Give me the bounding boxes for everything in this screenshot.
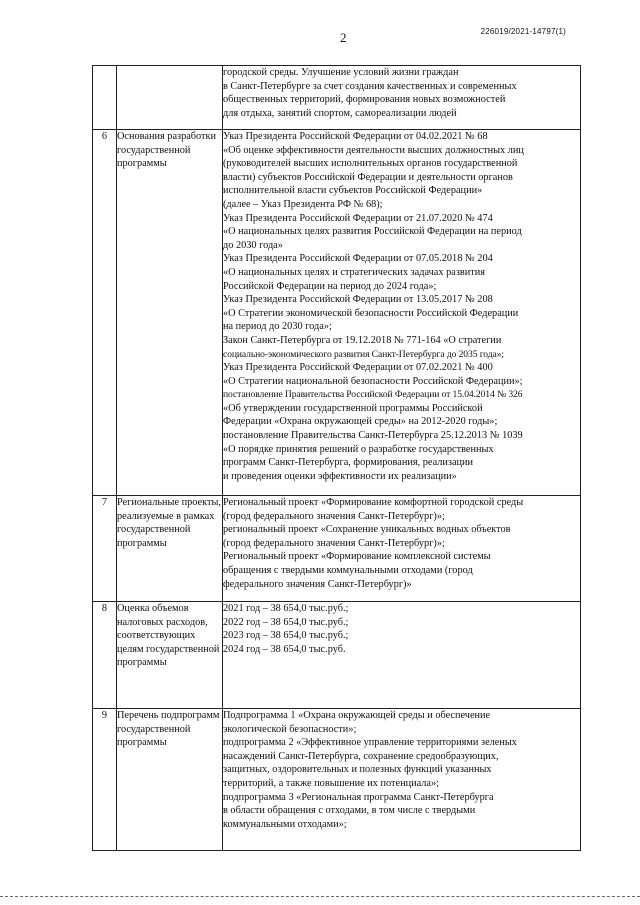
text-line: в области обращения с отходами, в том числе с твердыми [223, 805, 476, 817]
table-row [93, 66, 581, 130]
row-heading: Основания разработки государственной программы [117, 130, 223, 496]
text-line: «О Стратегии национальной безопасности Российской Федерации»; [223, 375, 523, 387]
text-line: коммунальными отходами»; [223, 818, 347, 830]
text-line: «О национальных целях развития Российской Федерации на период [223, 226, 522, 238]
text-line: до 2030 года» [223, 239, 283, 251]
text-line: (город федерального значения Санкт-Петербург)»; [223, 537, 445, 549]
text-line: исполнительной власти субъектов Российской Федерации» [223, 185, 483, 197]
text-line: территорий, а также повышение их потенциала»; [223, 777, 440, 789]
row-heading: Региональные проекты, реализуемые в рамках государственной программы [117, 496, 223, 602]
table-row [93, 602, 581, 709]
text-line: Региональный проект «Формирование комплексной системы [223, 551, 491, 563]
row-heading: Перечень подпрограмм государственной программы [117, 709, 223, 851]
row-number: 7 [93, 496, 117, 602]
document-id: 226019/2021-14797(1) [480, 27, 566, 36]
text-line: для отдыха, занятий спортом, самореализации людей [223, 107, 457, 119]
text-line: на период до 2030 года»; [223, 321, 332, 333]
row-heading [117, 66, 223, 130]
page-number: 2 [340, 30, 347, 45]
text-line: 2024 год – 38 654,0 тыс.руб. [223, 643, 346, 655]
text-line: экологической безопасности»; [223, 723, 357, 735]
text-line: 2021 год – 38 654,0 тыс.руб.; [223, 603, 349, 614]
text-line: Федерации «Охрана окружающей среды» на 2012-2020 годы»; [223, 416, 498, 428]
text-line: Указ Президента Российской Федерации от 07.02.2021 № 400 [223, 362, 493, 374]
text-line: «О Стратегии экономической безопасности Российской Федерации [223, 307, 519, 319]
text-line: в Санкт-Петербурге за счет создания качественных и современных [223, 80, 517, 92]
page-bottom-rule [0, 896, 640, 898]
text-line: «О порядке принятия решений о разработке государственных [223, 443, 494, 455]
text-line: Подпрограмма 1 «Охрана окружающей среды и обеспечение [223, 710, 491, 721]
row-content [223, 602, 581, 709]
row-number: 8 [93, 602, 117, 709]
text-line: 2023 год – 38 654,0 тыс.руб.; [223, 630, 349, 642]
row-number: 9 [93, 709, 117, 851]
text-line: насаждений Санкт-Петербурга, сохранение средообразующих, [223, 750, 499, 762]
text-line: (далее – Указ Президента РФ № 68); [223, 198, 383, 210]
row-number [93, 66, 117, 130]
row-heading: Оценка объемов налоговых расходов, соответствующих целям государственной программы [117, 602, 223, 709]
text-line: социально-экономического развития Санкт-Петербурга до 2035 года»; [223, 348, 504, 360]
text-line: постановление Правительства Российской Федерации от 15.04.2014 № 326 [223, 389, 523, 401]
text-line: Закон Санкт-Петербурга от 19.12.2018 № 771-164 «О стратегии [223, 334, 502, 346]
text-line: Указ Президента Российской Федерации от 07.05.2018 № 204 [223, 253, 493, 265]
text-line: и проведения оценки эффективности их реализации» [223, 470, 457, 482]
text-line: программ Санкт-Петербурга, формирования, реализации [223, 457, 474, 469]
text-line: городской среды. Улучшение условий жизни граждан [223, 67, 459, 78]
text-line: защитных, оздоровительных и полезных функций указанных [223, 764, 492, 776]
text-line: «Об утверждении государственной программы Российской [223, 402, 483, 414]
row-content [223, 496, 581, 602]
row-number: 6 [93, 130, 117, 496]
row-content [223, 66, 581, 130]
text-line: Указ Президента Российской Федерации от 21.07.2020 № 474 [223, 212, 493, 224]
text-line: постановление Правительства Санкт-Петербурга 25.12.2013 № 1039 [223, 430, 523, 442]
row-content [223, 130, 581, 496]
text-line: (руководителей высших исполнительных органов государственной [223, 158, 518, 170]
table-row [93, 709, 581, 851]
program-passport-table [92, 65, 581, 851]
text-line: Региональный проект «Формирование комфортной городской среды [223, 497, 524, 508]
text-line: подпрограмма 2 «Эффективное управление территориями зеленых [223, 737, 517, 749]
text-line: подпрограмма 3 «Региональная программа Санкт-Петербурга [223, 791, 494, 803]
text-line: власти) субъектов Российской Федерации и деятельности органов [223, 171, 513, 183]
text-line: Указ Президента Российской Федерации от 04.02.2021 № 68 [223, 131, 488, 142]
table-row [93, 130, 581, 496]
text-line: «Об оценке эффективности деятельности высших должностных лиц [223, 144, 524, 156]
text-line: (город федерального значения Санкт-Петербург)»; [223, 510, 445, 522]
text-line: Указ Президента Российской Федерации от 13.05.2017 № 208 [223, 294, 493, 306]
text-line: региональный проект «Сохранение уникальных водных объектов [223, 524, 511, 536]
text-line: обращения с твердыми коммунальными отходами (город [223, 564, 473, 576]
text-line: 2022 год – 38 654,0 тыс.руб.; [223, 616, 349, 628]
text-line: федерального значения Санкт-Петербург)» [223, 578, 412, 590]
row-content [223, 709, 581, 851]
text-line: «О национальных целях и стратегических задачах развития [223, 266, 486, 278]
text-line: Российской Федерации на период до 2024 года»; [223, 280, 437, 292]
text-line: общественных территорий, формирования новых возможностей [223, 94, 506, 106]
table-row [93, 496, 581, 602]
